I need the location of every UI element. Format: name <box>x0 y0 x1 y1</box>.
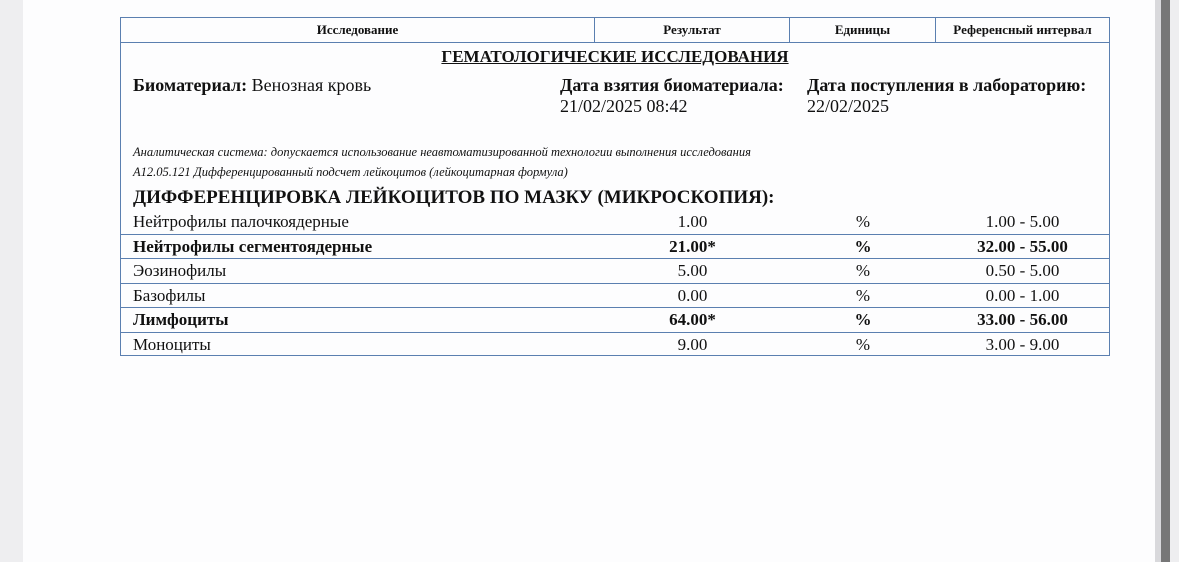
table-row <box>121 235 1109 260</box>
row-result: 21.00* <box>669 236 716 256</box>
row-name: Моноциты <box>133 334 211 354</box>
collection-date-label: Дата взятия биоматериала: <box>560 75 784 95</box>
row-name: Лимфоциты <box>133 310 229 329</box>
section-title: ГЕМАТОЛОГИЧЕСКИЕ ИССЛЕДОВАНИЯ <box>441 47 789 66</box>
row-range: 0.00 - 1.00 <box>985 285 1060 305</box>
row-unit: % <box>855 285 871 305</box>
table-row <box>121 333 1109 358</box>
table-header <box>121 18 1109 43</box>
row-unit: % <box>855 261 871 280</box>
row-unit: % <box>854 310 872 329</box>
row-unit: % <box>855 212 871 231</box>
table-row <box>121 259 1109 284</box>
biomaterial-label: Биоматериал: <box>133 75 248 95</box>
biomaterial-value: Венозная кровь <box>251 75 372 95</box>
method-note: A12.05.121 Дифференцированный подсчет лейкоцитов (лейкоцитарная формула) <box>133 165 568 179</box>
lab-date-label: Дата поступления в лабораторию: <box>807 75 1087 95</box>
vertical-scrollbar[interactable] <box>1161 0 1170 562</box>
header-reference: Референсный интервал <box>953 22 1092 37</box>
row-range: 1.00 - 5.00 <box>985 212 1060 231</box>
biomaterial <box>133 75 371 96</box>
row-range: 32.00 - 55.00 <box>977 236 1068 256</box>
analytic-note: Аналитическая система: допускается использование неавтоматизированной технологии выполнения исследования <box>133 145 751 159</box>
row-range: 33.00 - 56.00 <box>977 310 1068 329</box>
row-range: 3.00 - 9.00 <box>985 334 1060 354</box>
row-result: 9.00 <box>677 334 708 354</box>
table-row <box>121 210 1109 235</box>
table-row <box>121 284 1109 309</box>
row-range: 0.50 - 5.00 <box>985 261 1060 280</box>
row-unit: % <box>854 236 872 256</box>
group-title: ДИФФЕРЕНЦИРОВКА ЛЕЙКОЦИТОВ ПО МАЗКУ (МИКРОСКОПИЯ): <box>133 187 775 208</box>
row-result: 0.00 <box>677 285 708 305</box>
row-result: 1.00 <box>677 212 708 231</box>
table-row <box>121 308 1109 333</box>
header-units: Единицы <box>790 18 936 42</box>
results-table <box>120 17 1110 356</box>
header-study: Исследование <box>121 18 595 42</box>
row-name: Базофилы <box>133 285 206 305</box>
row-name: Нейтрофилы палочкоядерные <box>133 212 349 231</box>
row-name: Нейтрофилы сегментоядерные <box>133 236 373 256</box>
row-result: 64.00* <box>669 310 716 329</box>
lab-date-value: 22/02/2025 <box>807 96 890 116</box>
row-name: Эозинофилы <box>133 261 227 280</box>
row-result: 5.00 <box>677 261 708 280</box>
row-unit: % <box>855 334 871 354</box>
collection-date-value: 21/02/2025 08:42 <box>560 96 688 116</box>
header-result: Результат <box>595 18 790 42</box>
